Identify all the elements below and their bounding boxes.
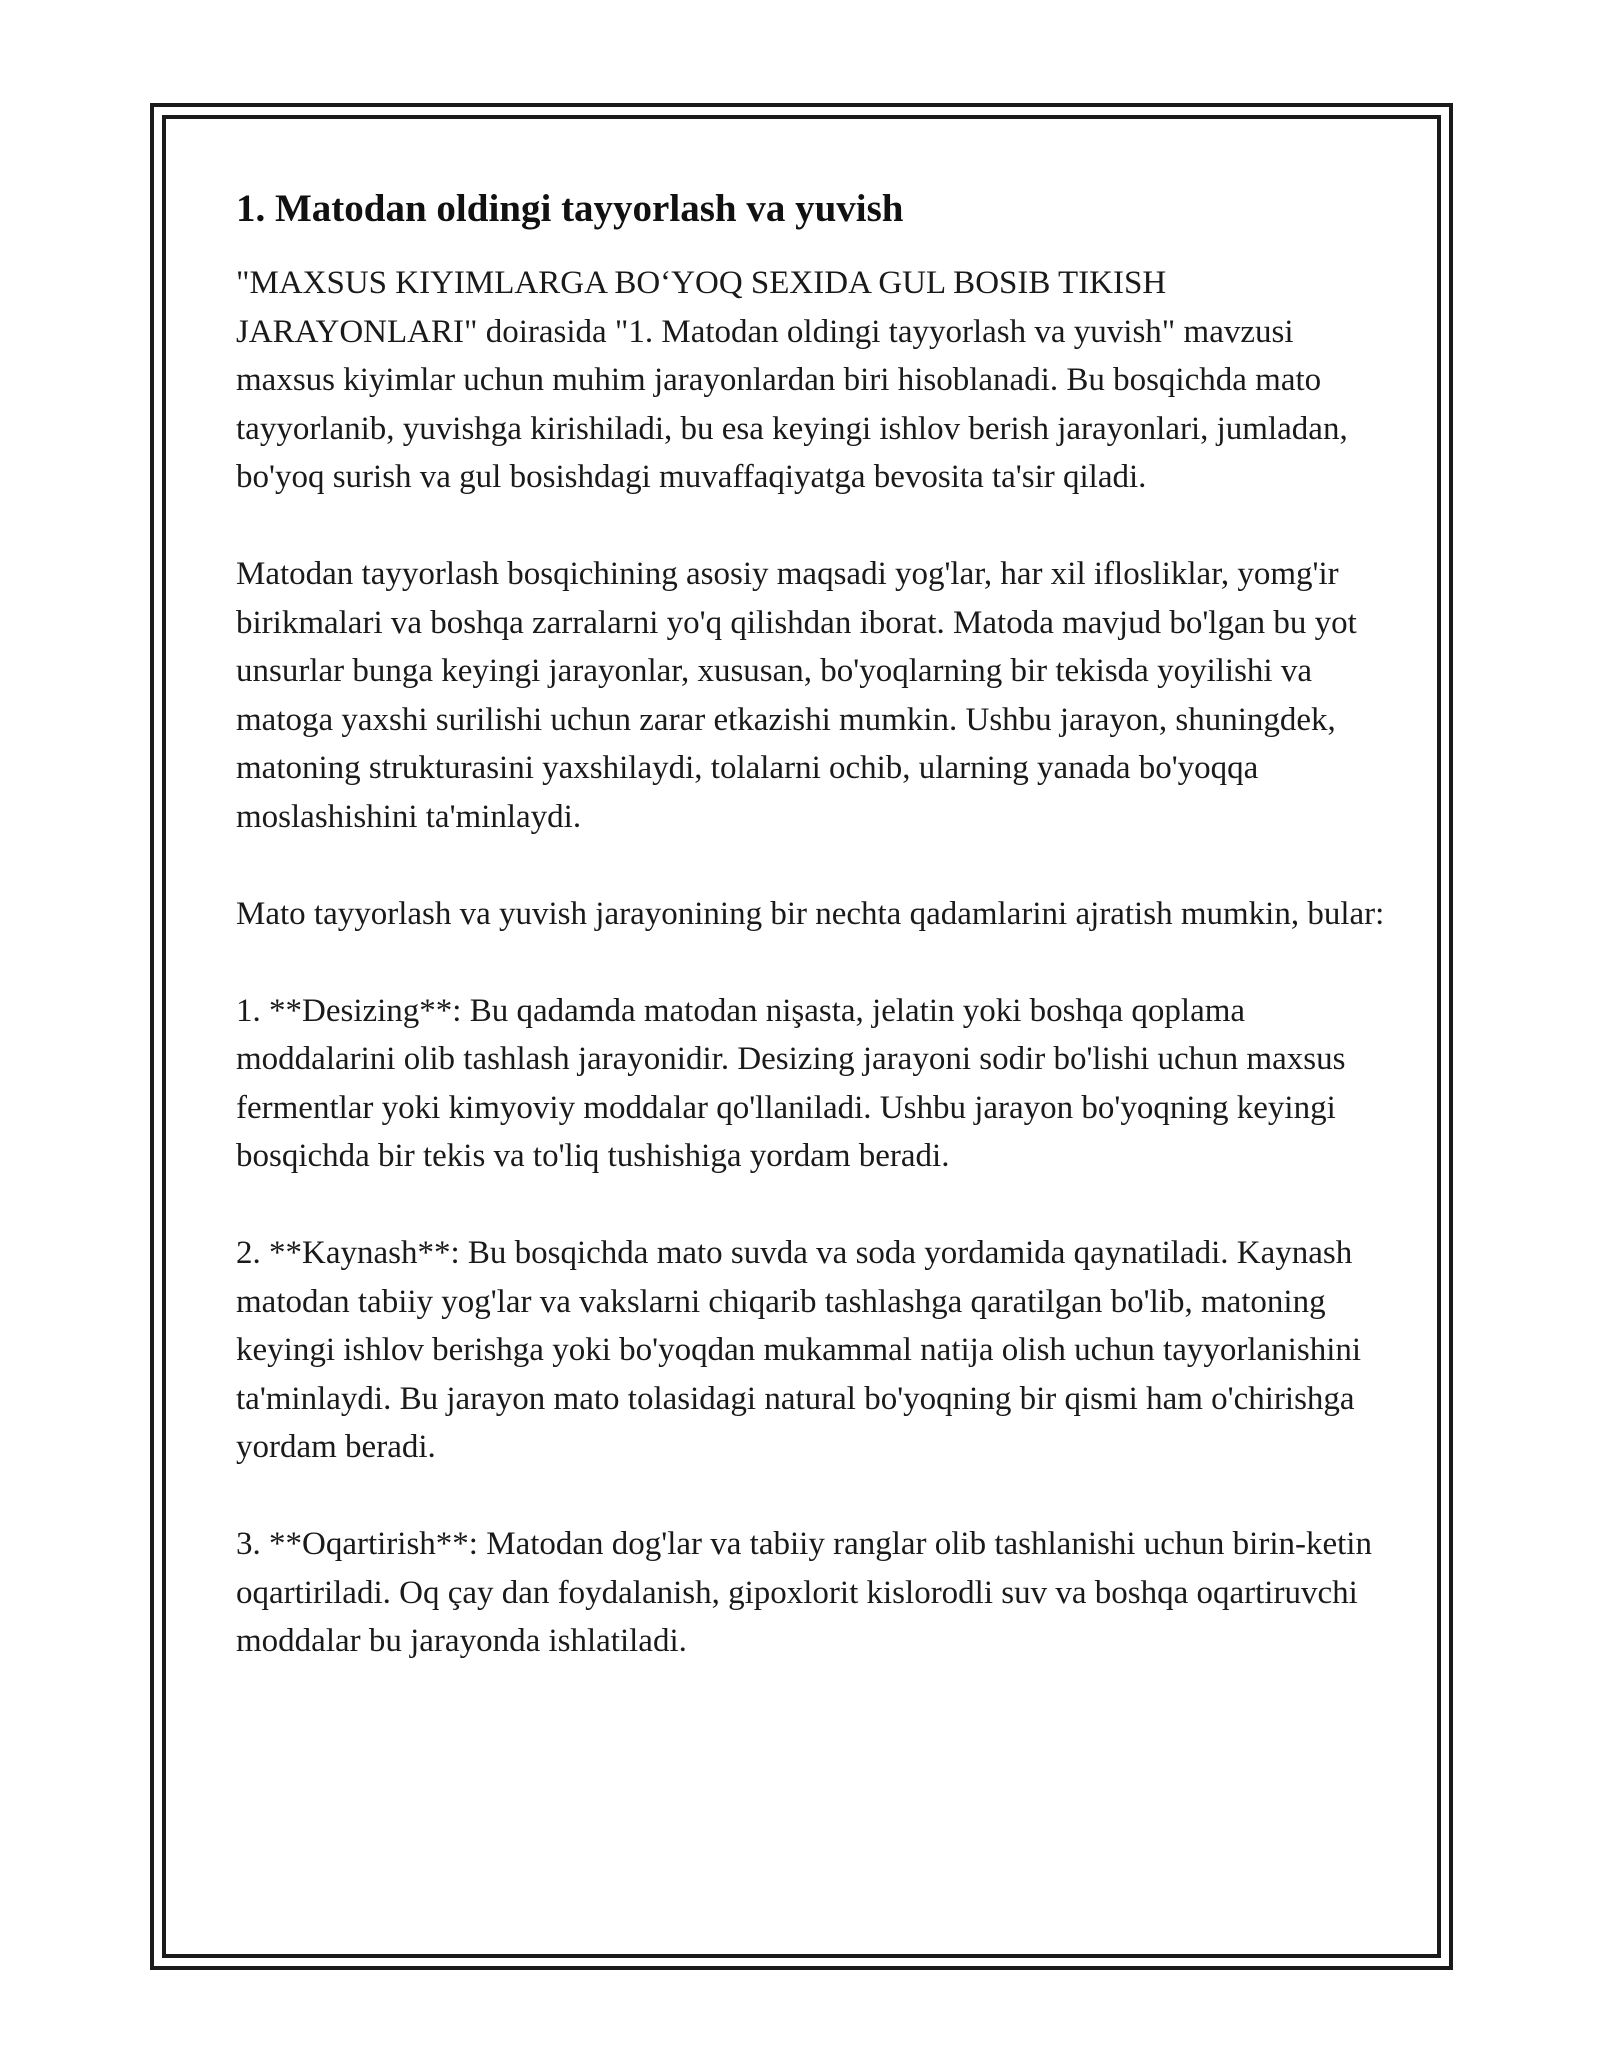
steps-intro-paragraph: Mato tayyorlash va yuvish jarayonining bir nechta qadamlarini ajratish mumkin, bular: [236, 895, 1385, 932]
intro-paragraph: "MAXSUS KIYIMLARGA BO‘YOQ SEXIDA GUL BOSIB TIKISH JARAYONLARI" doirasida "1. Matodan oldingi tayyorlash va yuvish" mavzusi maxsus kiyimlar uchun muhim jarayonlardan biri hisoblanadi. Bu bosqichda mato tayyorlanib, yuvishga kirishiladi, bu esa keyingi ishlov berish jarayonlari, jumladan, bo'yoq surish va gul bosishdagi muvaffaqiyatga bevosita ta'sir qiladi. [236, 265, 1348, 495]
section-heading: 1. Matodan oldingi tayyorlash va yuvish [236, 187, 904, 230]
purpose-paragraph: Matodan tayyorlash bosqichining asosiy maqsadi yog'lar, har xil ifloslіklar, yomg'ir birikmalari va boshqa zarralarni yo'q qilishdan iborat. Matoda mavjud bo'lgan bu yot unsurlar bunga keyingi jarayonlar, xususan, bo'yoqlarning bir tekisda yoyilishi va matoga yaxshi surilishi uchun zarar etkazishi mumkin. Ushbu jarayon, shuningdek, matoning strukturasini yaxshilaydi, tolalarni ochib, ularning yanada bo'yoqqa moslashishini ta'minlaydi. [236, 556, 1357, 835]
step-oqartirish-paragraph: 3. **Oqartirish**: Matodan dog'lar va tabiiy ranglar olib tashlanishi uchun birin-ketin oqartiriladi. Oq çay dan foydalanish, gipoxlorit kislorodli suv va boshqa oqartiruvchi moddalar bu jarayonda ishlatiladi. [236, 1526, 1372, 1659]
step-desizing-paragraph: 1. **Desizing**: Bu qadamda matodan nişasta, jelatin yoki boshqa qoplama moddalarini olib tashlash jarayonidir. Desizing jarayoni sodir bo'lishi uchun maxsus fermentlar yoki kimyoviy moddalar qo'llaniladi. Ushbu jarayon bo'yoqning keyingi bosqichda bir tekis va to'liq tushishiga yordam beradi. [236, 992, 1346, 1174]
document-body [236, 185, 1386, 1714]
step-kaynash-paragraph: 2. **Kaynash**: Bu bosqichda mato suvda va soda yordamida qaynatiladi. Kaynash matodan tabiiy yog'lar va vakslarni chiqarib tashlashga qaratilgan bo'lib, matoning keyingi ishlov berishga yoki bo'yoqdan mukammal natija olish uchun tayyorlanishini ta'minlaydi. Bu jarayon mato tolasidagi natural bo'yoqning bir qismi ham o'chirishga yordam beradi. [236, 1235, 1362, 1465]
